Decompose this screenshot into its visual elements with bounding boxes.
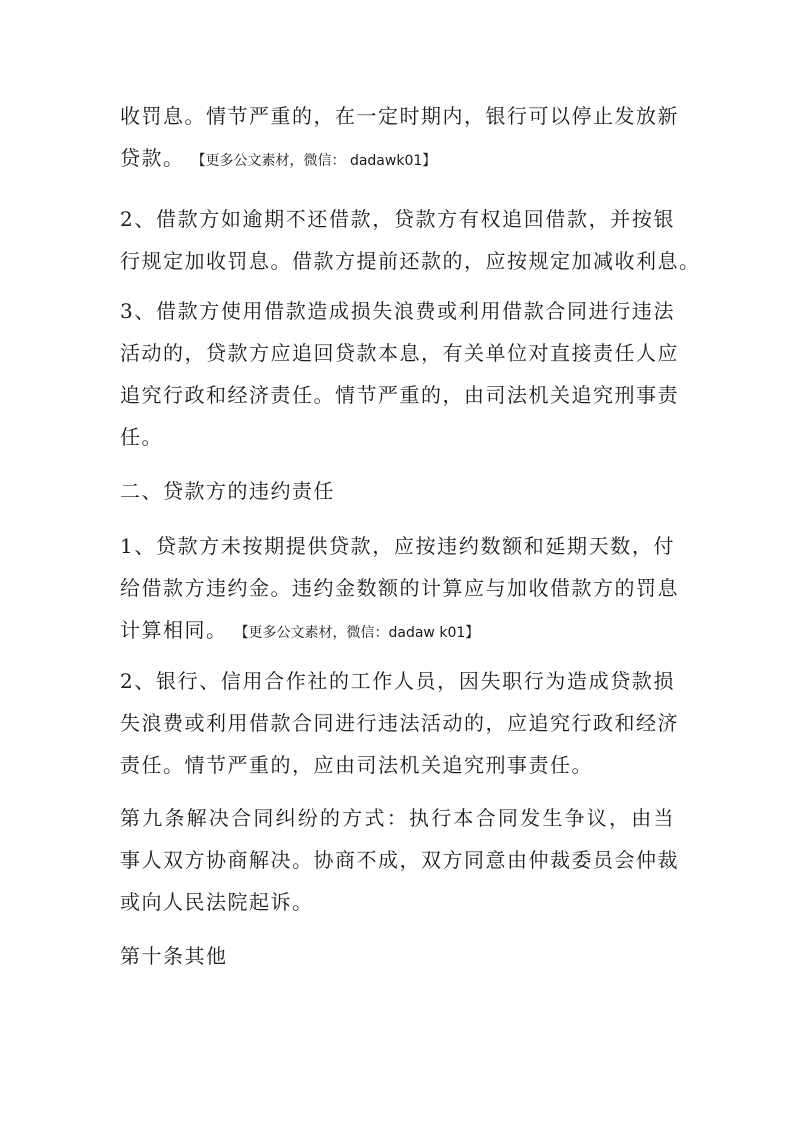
article-nine-dispute-resolution [120,797,679,923]
section-heading-lender-liability [120,470,675,512]
text-line: 或向人民法院起诉。 [120,890,314,914]
text-line: 第十条其他 [120,944,228,968]
text-line: 行规定加收罚息。借款方提前还款的，应按规定加减收利息。 [120,249,701,273]
text-line [120,137,675,182]
paragraph-illegal-use [120,290,679,458]
promo-note: 【更多公文素材，微信：dadaw k01】 [241,625,480,641]
text-line: 失浪费或利用借款合同进行违法活动的，应追究行政和经济 [120,711,679,735]
text-line: 收罚息。情节严重的，在一定时期内，银行可以停止发放新 [120,104,679,128]
text-line: 给借款方违约金。违约金数额的计算应与加收借款方的罚息 [120,576,679,600]
text-line: 2、借款方如逾期不还借款，贷款方有权追回借款，并按银 [120,207,675,231]
text-line-content: 贷款。 [120,146,185,170]
text-line: 2、银行、信用合作社的工作人员，因失职行为造成贷款损 [120,669,675,693]
text-line: 追究行政和经济责任。情节严重的，由司法机关追究刑事责 [120,383,679,407]
text-line: 任。 [120,425,163,449]
text-line-content: 计算相同。 [120,618,228,642]
text-line: 第九条解决合同纠纷的方式：执行本合同发生争议，由当 [120,806,675,830]
promo-note: 【更多公文素材，微信： dadawk01】 [198,153,437,169]
paragraph-penalty-interest [120,95,679,182]
article-ten-other [120,935,675,977]
text-line: 3、借款方使用借款造成损失浪费或利用借款合同进行违法 [120,299,675,323]
paragraph-overdue-repayment [120,198,701,282]
paragraph-late-loan [120,525,679,654]
text-line [120,609,675,654]
text-line: 责任。情节严重的，应由司法机关追究刑事责任。 [120,753,593,777]
text-line: 事人双方协商解决。协商不成，双方同意由仲裁委员会仲裁 [120,848,679,872]
text-line: 1、贷款方未按期提供贷款，应按违约数额和延期天数，付 [120,534,675,558]
text-line: 活动的，贷款方应追回贷款本息，有关单位对直接责任人应 [120,341,679,365]
text-line: 二、贷款方的违约责任 [120,479,335,503]
paragraph-staff-negligence [120,660,679,786]
